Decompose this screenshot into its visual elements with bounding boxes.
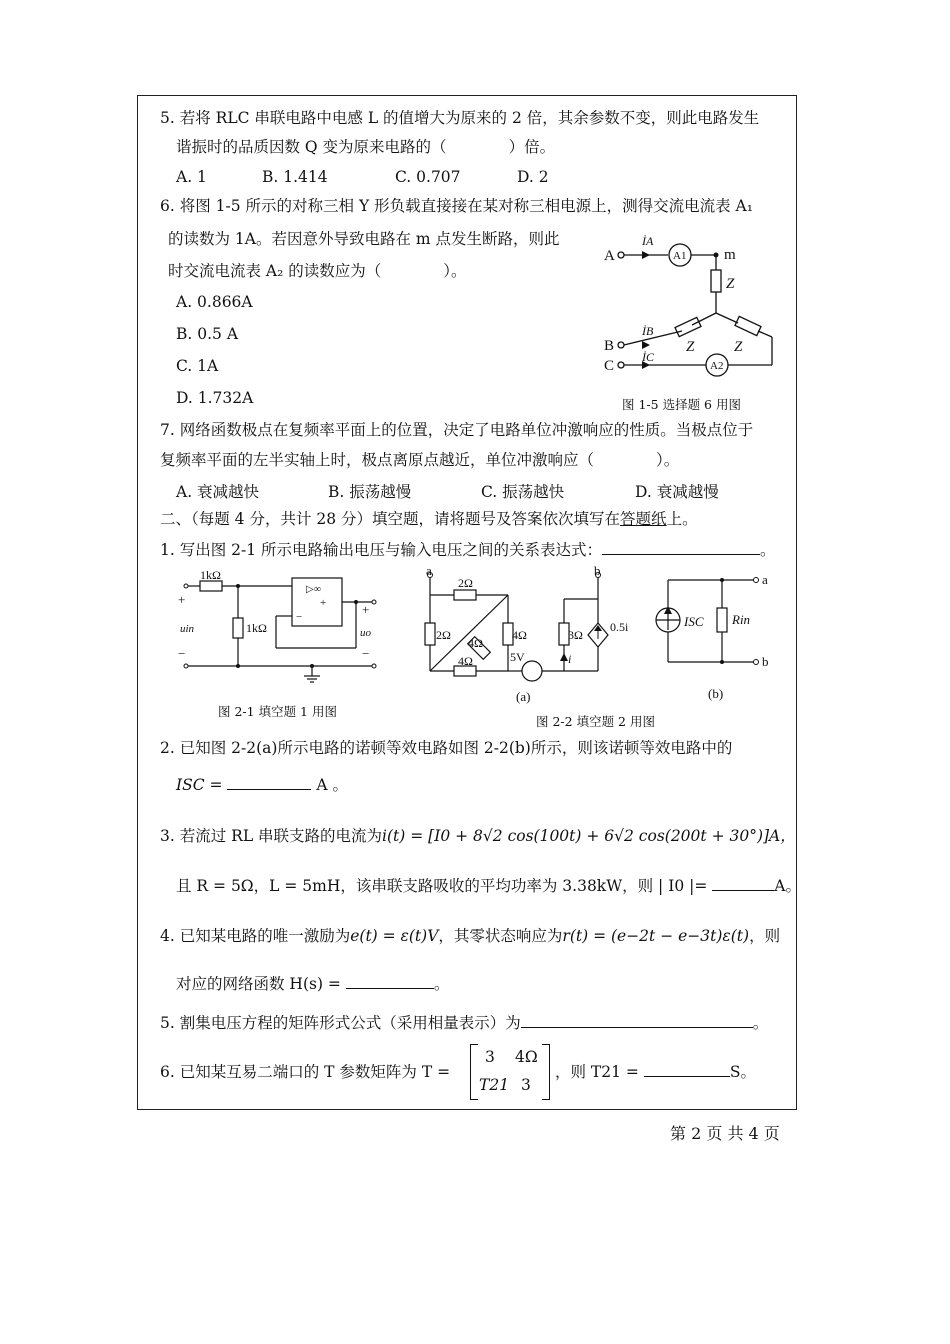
resistor-top-label: 2Ω (458, 576, 473, 590)
node-c-label: C (604, 358, 615, 374)
q7-option-a: A. 衰减越快 (176, 483, 260, 501)
fill-q2-text-line1: 2. 已知图 2-2(a)所示电路的诺顿等效电路如图 2-2(b)所示，则该诺顿等效电路中的 (160, 739, 733, 757)
terminal-b-label-b: b (762, 654, 769, 669)
fill-q5-text: 5. 割集电压方程的矩阵形式公式（采用相量表示）为 。 (160, 1014, 769, 1032)
rin-label: Rin (732, 612, 751, 627)
resistor-left-label: 2Ω (436, 628, 451, 642)
figure-2-2-caption: 图 2-2 填空题 2 用图 (536, 714, 655, 729)
resistor-3ohm-label: 3Ω (568, 628, 583, 642)
q7-option-d: D. 衰减越慢 (635, 483, 719, 501)
matrix-cell-21: T21 (479, 1076, 510, 1094)
ammeter-a1-label: A1 (673, 250, 687, 262)
terminal-b-label: b (594, 563, 601, 578)
q5-text-line2: 谐振时的品质因数 Q 变为原来电路的（ ）倍。 (176, 138, 556, 156)
q6-text-line3: 时交流电流表 A₂ 的读数应为（ ）。 (168, 262, 467, 280)
fill-q4-text-line2: 对应的网络函数 H(s) = 。 (176, 975, 450, 993)
q6-text-line1: 6. 将图 1-5 所示的对称三相 Y 形负载直接接在某对称三相电源上，测得交流电流表 A₁ (160, 197, 753, 215)
figure-2-2b-norton-equivalent (650, 568, 780, 701)
q6-option-d: D. 1.732A (176, 389, 254, 407)
resistor-diagonal-label: 4Ω (468, 636, 483, 650)
resistor-bottom-label: 4Ω (458, 654, 473, 668)
uin-label: uin (180, 623, 195, 635)
node-a-label: A (604, 248, 615, 264)
q7-option-b: B. 振荡越慢 (328, 483, 412, 501)
current-ib-label: İB (642, 324, 654, 338)
q7-text-line1: 7. 网络函数极点在复频率平面上的位置，决定了电路单位冲激响应的性质。当极点位于 (160, 421, 754, 439)
r1-label: 1kΩ (200, 568, 221, 582)
fill-q3-text-line1: 3. 若流过 RL 串联支路的电流为i(t) = [I0 + 8√2 cos(100t) + 6√2 cos(200t + 30°)]A， (160, 827, 796, 845)
fill-q2-blank[interactable] (227, 775, 311, 790)
figure-2-1-caption: 图 2-1 填空题 1 用图 (218, 704, 337, 719)
matrix-cell-22: 3 (521, 1076, 531, 1094)
q5-text-line1: 5. 若将 RLC 串联电路中电感 L 的值增大为原来的 2 倍，其余参数不变，则此电路发生 (160, 109, 760, 127)
figure-1-5-three-phase-circuit (600, 225, 790, 385)
terminal-a-label: a (426, 563, 432, 578)
fill-q3-blank[interactable] (712, 876, 774, 891)
fill-q4-blank[interactable] (346, 974, 434, 989)
q6-option-c: C. 1A (176, 357, 219, 375)
uo-label: uo (360, 627, 371, 639)
node-b-label: B (604, 338, 615, 354)
resistor-right-label: 4Ω (512, 628, 527, 642)
r2-label: 1kΩ (246, 621, 267, 635)
opamp-noninverting-label: + (320, 597, 327, 609)
voltage-source-label: 5V (510, 650, 525, 664)
fill-q1-text: 1. 写出图 2-1 所示电路输出电压与输入电压之间的关系表达式： 。 (160, 541, 776, 559)
dependent-source-label: 0.5i (610, 620, 629, 634)
output-minus-label: − (362, 646, 370, 661)
section-2-heading: 二、（每题 4 分，共计 28 分）填空题，请将题号及答案依次填写在答题纸上。 (160, 510, 698, 528)
fill-q5-blank[interactable] (521, 1013, 753, 1028)
input-minus-label: − (178, 646, 186, 661)
q7-option-c: C. 振荡越快 (481, 483, 565, 501)
fill-q3-text-line2: 且 R = 5Ω，L = 5mH，该串联支路吸收的平均功率为 3.38kW，则 | I0 |= A。 (176, 877, 801, 895)
subfigure-a-label: (a) (516, 689, 531, 704)
q6-option-a: A. 0.866A (176, 293, 253, 311)
q5-option-a: A. 1 (176, 168, 207, 186)
fill-q1-blank[interactable] (602, 540, 760, 555)
load-z-label-right: Z (734, 339, 743, 355)
q5-option-c: C. 0.707 (395, 168, 461, 186)
opamp-inverting-label: − (296, 611, 303, 623)
node-m-label: m (724, 247, 736, 263)
matrix-cell-11: 3 (485, 1048, 495, 1066)
figure-2-2a-circuit (418, 563, 638, 704)
matrix-cell-12: 4Ω (515, 1048, 538, 1066)
answer-sheet-text: 答题纸 (620, 510, 667, 528)
ammeter-a2-label: A2 (710, 360, 724, 372)
q5-option-b: B. 1.414 (262, 168, 328, 186)
current-ia-label: İA (642, 234, 654, 248)
output-plus-label: + (362, 602, 370, 617)
opamp-symbol: ▷∞ (306, 584, 321, 595)
input-plus-label: + (178, 592, 186, 607)
figure-2-1-opamp-circuit (176, 568, 386, 693)
fill-q3-current-formula: i(t) = [I0 + 8√2 cos(100t) + 6√2 cos(200t + 30°)]A， (382, 827, 796, 845)
terminal-a-label-b: a (762, 572, 768, 587)
load-z-label-left: Z (686, 339, 695, 355)
fill-q6-text-tail: ，则 T21 = S。 (555, 1063, 756, 1081)
subfigure-b-label: (b) (708, 686, 724, 701)
current-i-label: i (568, 652, 572, 666)
fill-q6-text: 6. 已知某互易二端口的 T 参数矩阵为 T = (160, 1063, 451, 1081)
load-z-label-top: Z (726, 276, 735, 292)
figure-1-5-caption: 图 1-5 选择题 6 用图 (622, 397, 741, 412)
fill-q6-blank[interactable] (644, 1062, 730, 1077)
q5-option-d: D. 2 (517, 168, 549, 186)
isc-label: ISC (684, 614, 704, 629)
page-number-footer: 第 2 页 共 4 页 (670, 1124, 780, 1143)
fill-q4-text-line1: 4. 已知某电路的唯一激励为e(t) = ε(t)V，其零状态响应为r(t) = (e−2t − e−3t)ε(t)，则 (160, 927, 781, 945)
current-ic-label: İC (642, 350, 654, 364)
fill-q2-text-line2: ISC = A 。 (176, 776, 349, 794)
t-parameter-matrix (470, 1044, 550, 1100)
q6-text-line2: 的读数为 1A。若因意外导致电路在 m 点发生断路，则此 (168, 230, 560, 248)
q7-text-line2: 复频率平面的左半实轴上时，极点离原点越近，单位冲激响应（ ）。 (160, 451, 680, 469)
q6-option-b: B. 0.5 A (176, 325, 239, 343)
